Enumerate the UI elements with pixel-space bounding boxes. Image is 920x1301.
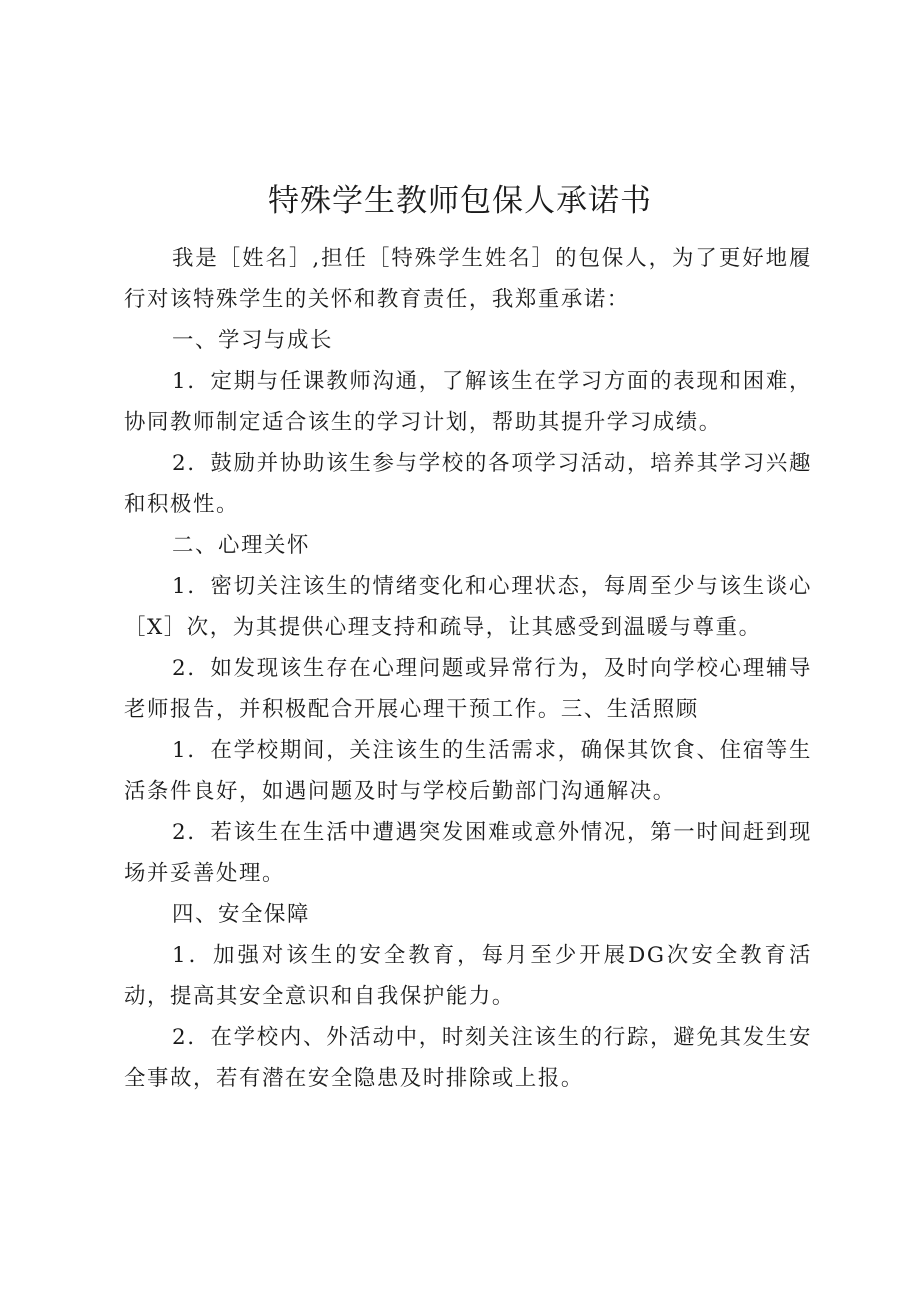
life-item-2: 2．若该生在生活中遭遇突发困难或意外情况，第一时间赶到现场并妥善处理。	[124, 820, 812, 886]
psychology-item-1: 1．密切关注该生的情绪变化和心理状态，每周至少与该生谈心［X］次，为其提供心理支持和疏导，让其感受到温暖与尊重。	[124, 574, 812, 640]
section-heading-safety: 四、安全保障	[172, 902, 310, 927]
psychology-item-2: 2．如发现该生存在心理问题或异常行为，及时向学校心理辅导老师报告，并积极配合开展心理干预工作。三、生活照顾	[124, 656, 812, 722]
intro-paragraph: 我是［姓名］,担任［特殊学生姓名］的包保人，为了更好地履行对该特殊学生的关怀和教育责任，我郑重承诺：	[124, 246, 812, 312]
study-item-1: 1．定期与任课教师沟通，了解该生在学习方面的表现和困难，协同教师制定适合该生的学习计划，帮助其提升学习成绩。	[124, 369, 812, 435]
safety-item-2: 2．在学校内、外活动中，时刻关注该生的行踪，避免其发生安全事故，若有潜在安全隐患及时排除或上报。	[124, 1025, 812, 1091]
study-item-2: 2．鼓励并协助该生参与学校的各项学习活动，培养其学习兴趣和积极性。	[124, 451, 812, 517]
safety-item-1: 1．加强对该生的安全教育，每月至少开展DG次安全教育活动，提高其安全意识和自我保护能力。	[124, 943, 812, 1009]
document-body	[124, 238, 812, 1099]
section-heading-study: 一、学习与成长	[172, 328, 333, 353]
section-heading-psychology: 二、心理关怀	[172, 533, 310, 558]
life-item-1: 1．在学校期间，关注该生的生活需求，确保其饮食、住宿等生活条件良好，如遇问题及时与学校后勤部门沟通解决。	[124, 738, 812, 804]
document-title: 特殊学生教师包保人承诺书	[268, 183, 652, 219]
